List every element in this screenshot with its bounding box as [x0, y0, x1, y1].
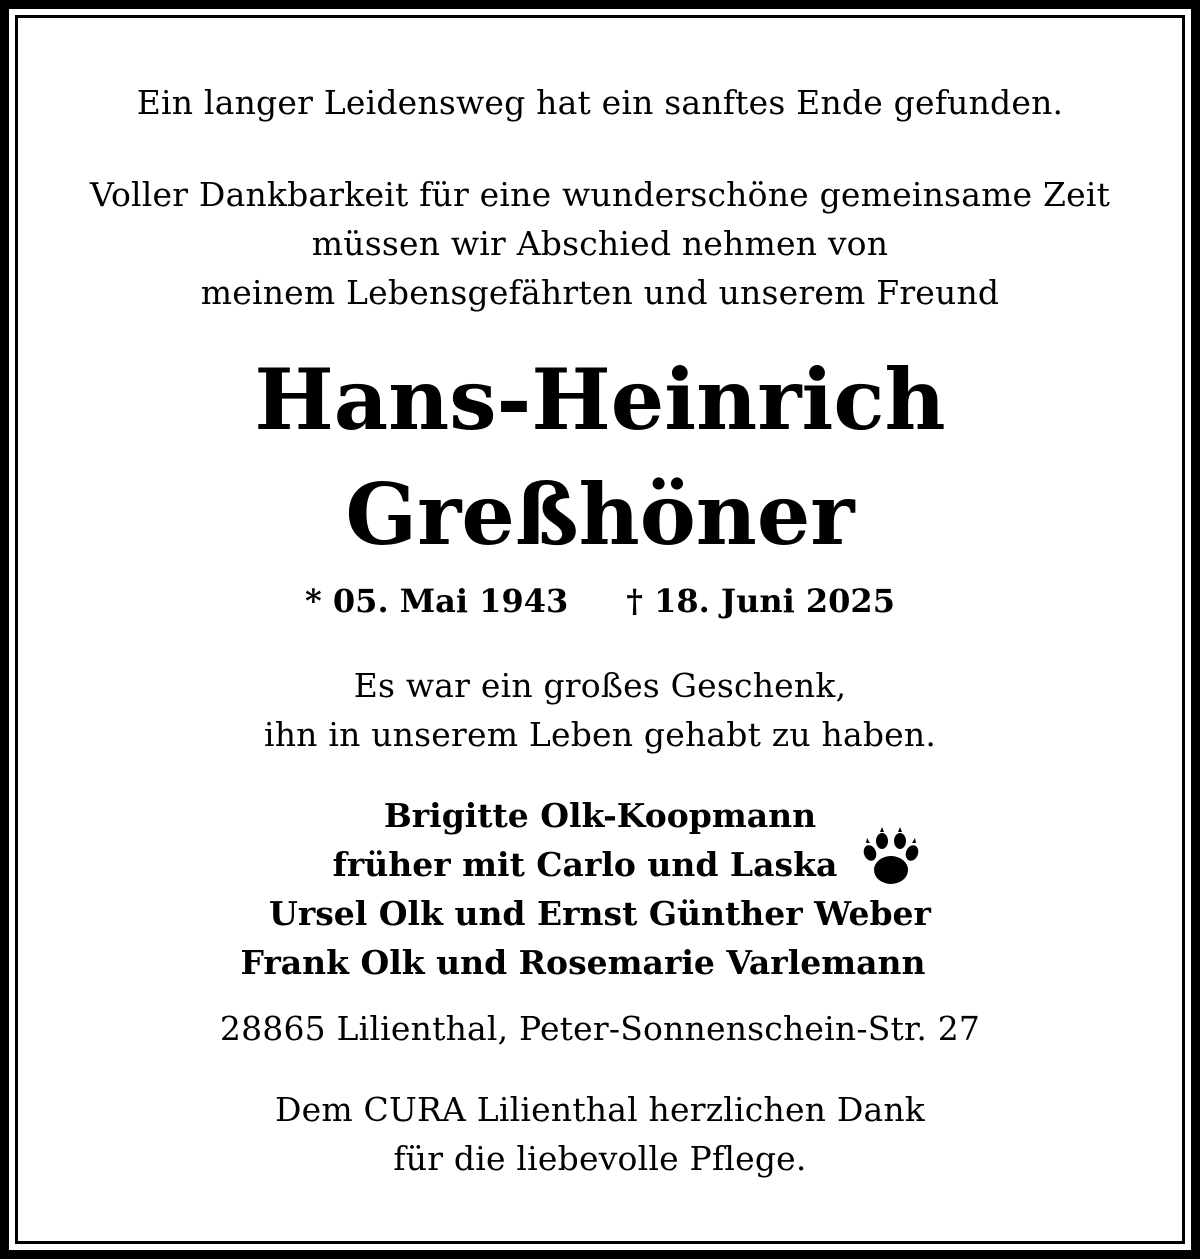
deceased-first-name: Hans-Heinrich [254, 350, 946, 449]
thanks-line-2: für die liebevolle Pflege. [393, 1139, 807, 1178]
quote-line-1: Es war ein großes Geschenk, [353, 666, 847, 705]
birth-date: * 05. Mai 1943 [305, 582, 569, 620]
mourner-3: Ursel Olk und Ernst Günther Weber [269, 894, 931, 933]
death-date: † 18. Juni 2025 [626, 582, 895, 620]
paw-print-icon [862, 826, 920, 888]
gratitude-line-3: meinem Lebensgefährten und unserem Freund [200, 273, 1000, 312]
life-dates [0, 582, 1200, 620]
thanks-line-1: Dem CURA Lilienthal herzlichen Dank [274, 1090, 926, 1129]
quote-line-2: ihn in unserem Leben gehabt zu haben. [263, 715, 937, 754]
mourner-2: früher mit Carlo und Laska [332, 845, 838, 884]
mourner-4: Frank Olk und Rosemarie Varlemann [240, 943, 926, 982]
deceased-last-name: Greßhöner [345, 465, 855, 564]
gratitude-line-2: müssen wir Abschied nehmen von [311, 224, 889, 263]
address-text: 28865 Lilienthal, Peter-Sonnenschein-Str. 27 [219, 1009, 981, 1048]
intro-text: Ein langer Leidensweg hat ein sanftes Ende gefunden. [136, 83, 1064, 122]
gratitude-line-1: Voller Dankbarkeit für eine wunderschöne gemeinsame Zeit [89, 175, 1111, 214]
mourner-1: Brigitte Olk-Koopmann [383, 796, 817, 835]
